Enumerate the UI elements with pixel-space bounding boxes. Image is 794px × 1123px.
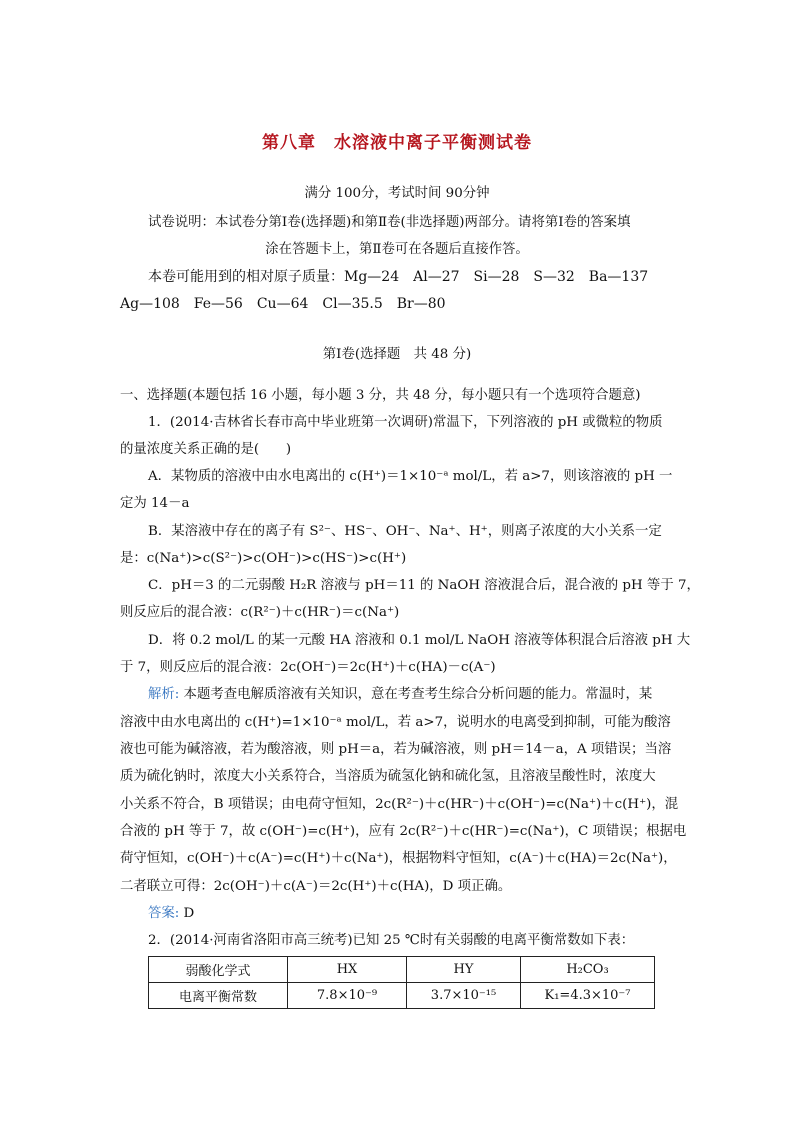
q1-stem-line-1: 1．(2014·吉林省长春市高中毕业班第一次调研)常温下，下列溶液的 pH 或微粒的物质 <box>148 415 663 430</box>
atomic-masses-line-1: 本卷可能用到的相对原子质量：Mg—24 Al—27 Si—28 S—32 Ba—137 <box>148 269 649 285</box>
q1-answer: 答案: D <box>148 906 195 921</box>
q1-option-d-line-1: D．将 0.2 mol/L 的某一元酸 HA 溶液和 0.1 mol/L NaOH 溶液等体积混合后溶液 pH 大 <box>148 633 691 648</box>
q1-option-d-line-2: 于 7，则反应后的混合液：2c(OH⁻)＝2c(H⁺)＋c(HA)－c(A⁻) <box>120 660 496 675</box>
table-header-cell: 弱酸化学式 <box>149 957 288 983</box>
table-header-cell: H₂CO₃ <box>521 957 655 983</box>
q1-option-a-line-2: 定为 14－a <box>120 496 190 511</box>
q1-analysis-line-1: 解析: 本题考查电解质溶液有关知识，意在考查考生综合分析问题的能力。常温时，某 <box>148 687 653 702</box>
q1-analysis-line-2: 溶液中由水电离出的 c(H⁺)=1×10⁻ᵃ mol/L，若 a>7，说明水的电离受到抑制，可能为酸溶 <box>120 715 671 730</box>
instructions-line-2: 涂在答题卡上，第Ⅱ卷可在各题后直接作答。 <box>265 242 529 257</box>
answer-label: 答案: <box>148 906 180 921</box>
table-header-row <box>149 957 655 983</box>
table-cell: 电离平衡常数 <box>149 983 288 1009</box>
atomic-masses-line-2: Ag—108 Fe—56 Cu—64 Cl—35.5 Br—80 <box>120 296 446 312</box>
q1-analysis-line-5: 小关系不符合，B 项错误；由电荷守恒知，2c(R²⁻)＋c(HR⁻)＋c(OH⁻)=c(Na⁺)＋c(H⁺)，混 <box>120 797 679 812</box>
table-cell: K₁=4.3×10⁻⁷ <box>521 983 655 1009</box>
q1-option-c-line-2: 则反应后的混合液：c(R²⁻)＋c(HR⁻)＝c(Na⁺) <box>120 605 400 620</box>
exam-meta: 满分 100分，考试时间 90分钟 <box>304 186 490 201</box>
q1-analysis-line-6: 合液的 pH 等于 7，故 c(OH⁻)=c(H⁺)，应有 2c(R²⁻)＋c(HR⁻)=c(Na⁺)，C 项错误；根据电 <box>120 824 687 839</box>
q1-option-b-line-2: 是：c(Na⁺)>c(S²⁻)>c(OH⁻)>c(HS⁻)>c(H⁺) <box>120 551 407 566</box>
q2-stem: 2．(2014·河南省洛阳市高三统考)已知 25 ℃时有关弱酸的电离平衡常数如下表： <box>148 933 635 948</box>
table-row <box>149 983 655 1009</box>
q1-option-c-line-1: C．pH＝3 的二元弱酸 H₂R 溶液与 pH＝11 的 NaOH 溶液混合后，混合液的 pH 等于 7， <box>148 578 700 593</box>
q1-stem-line-2: 的量浓度关系正确的是( ) <box>120 442 292 457</box>
q1-option-b-line-1: B．某溶液中存在的离子有 S²⁻、HS⁻、OH⁻、Na⁺、H⁺，则离子浓度的大小关系一定 <box>148 524 662 539</box>
analysis-label: 解析: <box>148 687 180 702</box>
q1-analysis-line-3: 液也可能为碱溶液，若为酸溶液，则 pH＝a，若为碱溶液，则 pH＝14－a，A 项错误；当溶 <box>120 742 672 757</box>
instructions-line-1: 试卷说明：本试卷分第Ⅰ卷(选择题)和第Ⅱ卷(非选择题)两部分。请将第Ⅰ卷的答案填 <box>148 215 631 230</box>
q1-option-a-line-1: A．某物质的溶液中由水电离出的 c(H⁺)＝1×10⁻ᵃ mol/L，若 a>7，则该溶液的 pH 一 <box>148 469 673 484</box>
q1-analysis-line-4: 质为硫化钠时，浓度大小关系符合，当溶质为硫氢化钠和硫化氢，且溶液呈酸性时，浓度大 <box>120 769 656 784</box>
q1-analysis-line-8: 二者联立可得：2c(OH⁻)＋c(A⁻)＝2c(H⁺)＋c(HA)，D 项正确。 <box>120 879 512 894</box>
q1-analysis-line-7: 荷守恒知，c(OH⁻)＋c(A⁻)=c(H⁺)＋c(Na⁺)，根据物料守恒知，c(A⁻)＋c(HA)＝2c(Na⁺)， <box>120 851 677 866</box>
ionization-constants-table <box>148 956 655 1009</box>
table-header-cell: HX <box>288 957 407 983</box>
table-cell: 3.7×10⁻¹⁵ <box>407 983 521 1009</box>
page-title: 第八章 水溶液中离子平衡测试卷 <box>262 133 532 153</box>
table-cell: 7.8×10⁻⁹ <box>288 983 407 1009</box>
part1-title: 第Ⅰ卷(选择题 共 48 分) <box>322 347 472 362</box>
section1-heading: 一、选择题(本题包括 16 小题，每小题 3 分，共 48 分，每小题只有一个选项符合题意) <box>120 388 641 403</box>
table-header-cell: HY <box>407 957 521 983</box>
